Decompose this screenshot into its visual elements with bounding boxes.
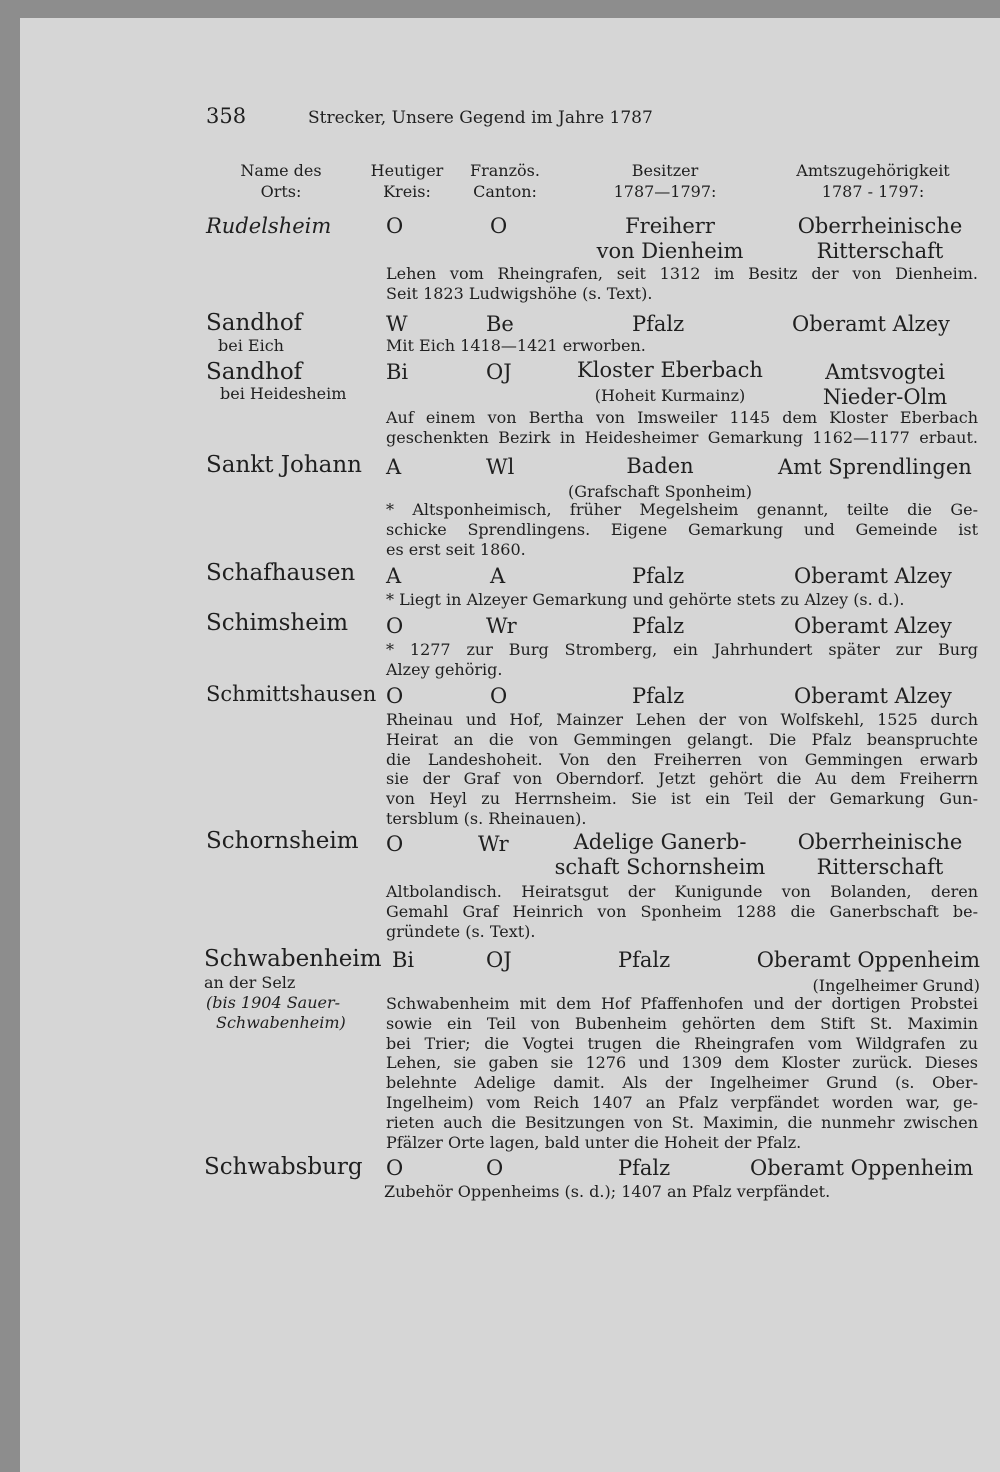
- entry-note: Altbolandisch. Heiratsgut der Kunigunde von Bolanden, deren Gemahl Graf Heinrich von Sponheim 1288 die Ganerbschaft be- gründete (s. Text).: [386, 882, 978, 941]
- entry-note: Mit Eich 1418—1421 erworben.: [386, 336, 646, 355]
- entry-canton: O: [490, 214, 508, 238]
- entry-kreis: W: [386, 312, 408, 336]
- column-heading-kreis: Heutiger Kreis:: [370, 161, 444, 201]
- entry-besitzer: Pfalz: [632, 684, 685, 708]
- entry-name: Schwabsburg: [204, 1154, 363, 1180]
- entry-former-name-cont: Schwabenheim): [216, 1013, 346, 1032]
- entry-amt: Oberamt Oppenheim (Ingelheimer Grund): [756, 948, 980, 995]
- entry-canton: Wr: [478, 832, 509, 856]
- entry-name: Sandhof: [206, 310, 303, 336]
- entry-amt: Oberamt Alzey: [794, 614, 952, 638]
- column-heading-besitzer: Besitzer 1787—1797:: [613, 161, 717, 201]
- entry-amt: Oberamt Alzey: [794, 684, 952, 708]
- entry-amt: Oberamt Alzey: [794, 564, 952, 588]
- entry-former-name: (bis 1904 Sauer-: [206, 993, 341, 1012]
- entry-canton: OJ: [486, 360, 512, 384]
- entry-name: Sandhof: [206, 359, 303, 385]
- column-heading-canton: Französ. Canton:: [470, 161, 540, 201]
- entry-name: Schmittshausen: [206, 682, 377, 706]
- book-page: [20, 18, 1000, 1472]
- entry-canton: Wl: [486, 455, 515, 479]
- entry-besitzer: Kloster Eberbach (Hoheit Kurmainz): [577, 358, 763, 405]
- entry-kreis: O: [386, 614, 404, 638]
- entry-amt: Amt Sprendlingen: [778, 455, 972, 479]
- entry-subtitle: an der Selz: [204, 973, 296, 992]
- entry-kreis: O: [386, 684, 404, 708]
- entry-besitzer: Pfalz: [632, 564, 685, 588]
- entry-besitzer: Pfalz: [618, 948, 671, 972]
- running-title: Strecker, Unsere Gegend im Jahre 1787: [308, 108, 653, 128]
- entry-kreis: Bi: [392, 948, 415, 972]
- entry-canton: O: [490, 684, 508, 708]
- entry-name: Schornsheim: [206, 828, 359, 854]
- page-number: 358: [206, 104, 247, 128]
- entry-subtitle: bei Eich: [218, 336, 284, 355]
- entry-canton: A: [490, 564, 506, 588]
- entry-note: Auf einem von Bertha von Imsweiler 1145 dem Kloster Eberbach geschenkten Bezirk in Heidesheimer Gemarkung 1162—1177 erbaut.: [386, 408, 978, 447]
- entry-note: * 1277 zur Burg Stromberg, ein Jahrhundert später zur Burg Alzey gehörig.: [386, 640, 978, 679]
- entry-name: Rudelsheim: [206, 214, 332, 238]
- entry-name: Schwabenheim: [204, 946, 382, 972]
- column-heading-amt: Amtszugehörigkeit 1787 - 1797:: [796, 161, 950, 201]
- entry-amt: Oberrheinische Ritterschaft: [797, 830, 963, 879]
- entry-besitzer: Adelige Ganerb- schaft Schornsheim: [554, 830, 766, 879]
- entry-kreis: A: [386, 455, 402, 479]
- entry-amt: Oberamt Alzey: [792, 312, 950, 336]
- entry-kreis: O: [386, 832, 404, 856]
- entry-note: Zubehör Oppenheims (s. d.); 1407 an Pfalz verpfändet.: [384, 1182, 831, 1201]
- entry-canton: Be: [486, 312, 514, 336]
- entry-amt: Amtsvogtei Nieder-Olm: [822, 360, 948, 409]
- entry-canton: O: [486, 1156, 504, 1180]
- entry-amt: Oberamt Oppenheim: [750, 1156, 974, 1180]
- entry-canton: OJ: [486, 948, 512, 972]
- entry-besitzer: Baden (Grafschaft Sponheim): [567, 454, 753, 501]
- entry-canton: Wr: [486, 614, 517, 638]
- entry-kreis: Bi: [386, 360, 409, 384]
- entry-name: Schafhausen: [206, 560, 356, 586]
- entry-name: Schimsheim: [206, 610, 349, 636]
- entry-name: Sankt Johann: [206, 452, 362, 478]
- entry-besitzer: Pfalz: [632, 614, 685, 638]
- entry-besitzer: Pfalz: [618, 1156, 671, 1180]
- entry-note: Lehen vom Rheingrafen, seit 1312 im Besitz der von Dienheim. Seit 1823 Ludwigshöhe (s. Text).: [386, 264, 978, 303]
- entry-amt: Oberrheinische Ritterschaft: [797, 214, 963, 263]
- entry-note: Schwabenheim mit dem Hof Pfaffenhofen und der dortigen Probstei sowie ein Teil von Bubenheim gehörten dem Stift St. Maximin bei Trier; die Vogtei trugen die Rheingrafen vom Wildgrafen zu Lehen, sie gaben sie 1276 und 1309 dem Kloster zurück. Dieses belehnte Adelige damit. Als der Ingelheimer Grund (s. Ober- Ingelheim) vom Reich 1407 an Pfalz verpfändet worden war, ge- rieten auch die Besitzungen von St. Maximin, die nunmehr zwischen Pfälzer Orte lagen, bald unter die Hoheit der Pfalz.: [386, 994, 978, 1152]
- entry-kreis: O: [386, 214, 404, 238]
- entry-subtitle: bei Heidesheim: [220, 384, 347, 403]
- entry-note: * Liegt in Alzeyer Gemarkung und gehörte stets zu Alzey (s. d.).: [386, 590, 905, 609]
- entry-besitzer: Freiherr von Dienheim: [596, 214, 744, 263]
- entry-kreis: A: [386, 564, 402, 588]
- entry-note: * Altsponheimisch, früher Megelsheim genannt, teilte die Ge- schicke Sprendlingens. Eigene Gemarkung und Gemeinde ist es erst seit 1860.: [386, 500, 978, 559]
- entry-besitzer: Pfalz: [632, 312, 685, 336]
- entry-note: Rheinau und Hof, Mainzer Lehen der von Wolfskehl, 1525 durch Heirat an die von Gemmingen gelangt. Die Pfalz beanspruchte die Landeshoheit. Von den Freiherren von Gemmingen erwarb sie der Graf von Oberndorf. Jetzt gehört die Au dem Freiherrn von Heyl zu Herrnsheim. Sie ist ein Teil der Gemarkung Gun- tersblum (s. Rheinauen).: [386, 710, 978, 828]
- entry-kreis: O: [386, 1156, 404, 1180]
- column-heading-name: Name des Orts:: [240, 161, 322, 201]
